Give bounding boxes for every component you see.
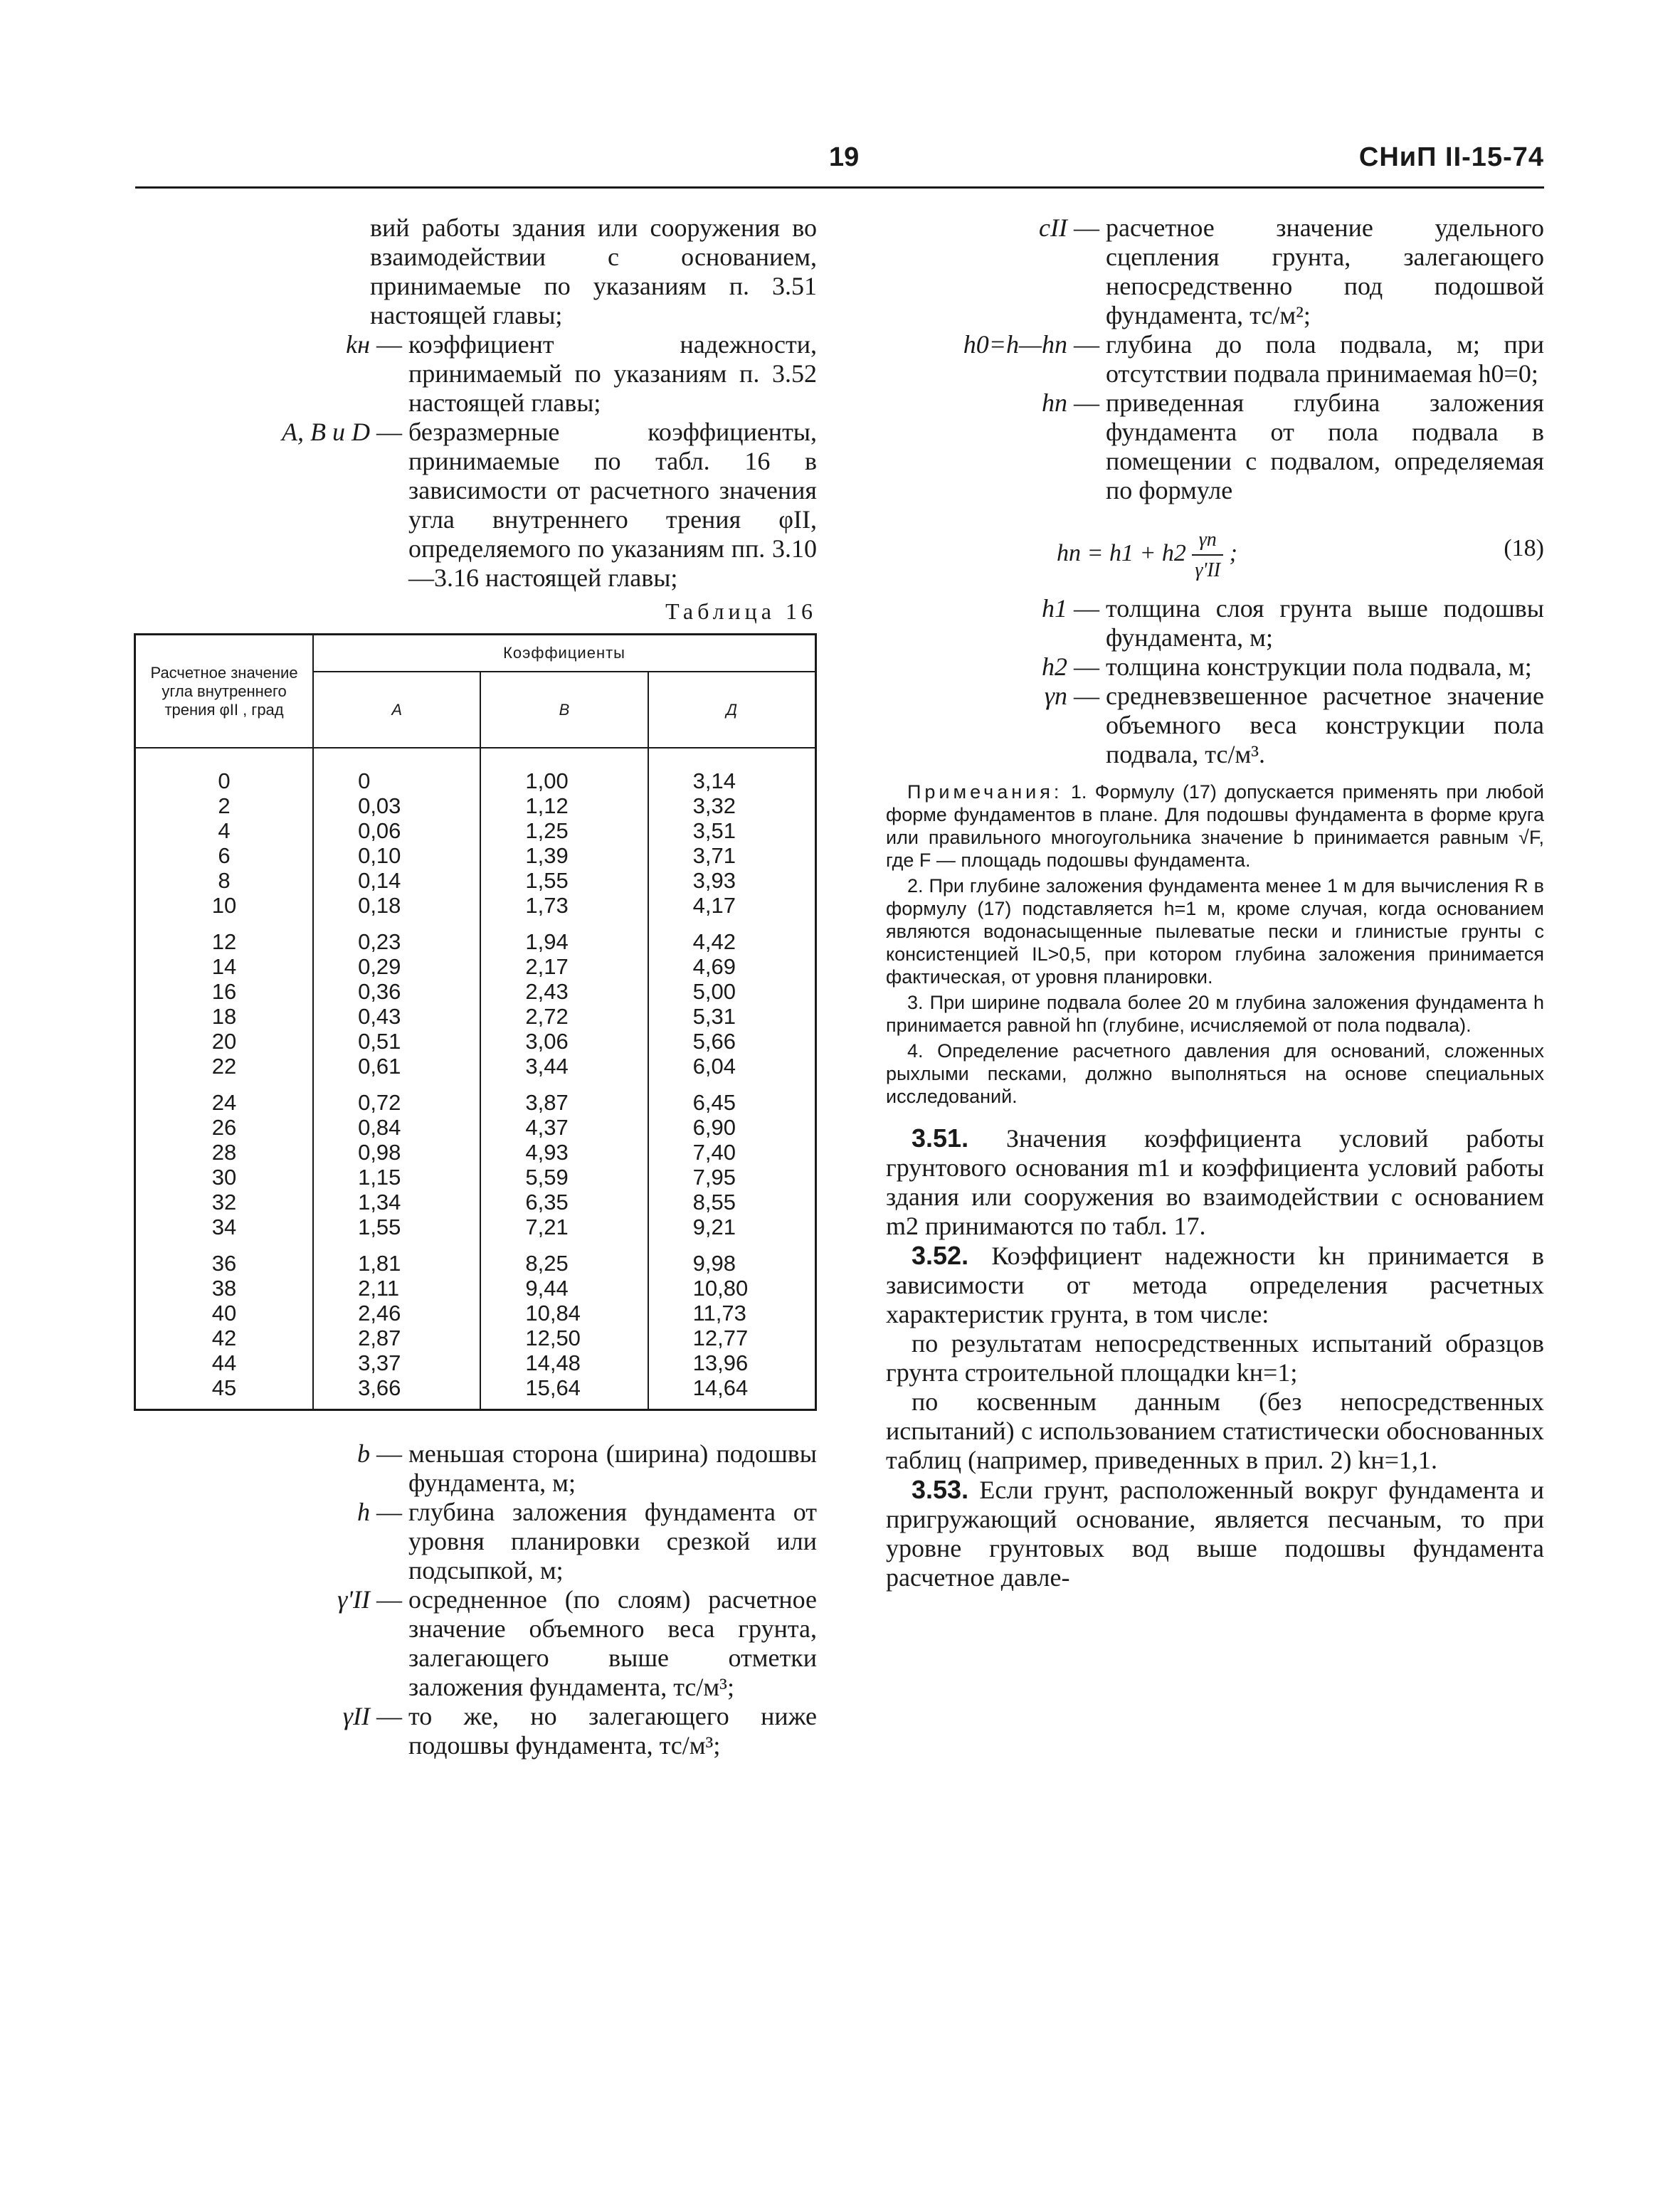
cell-b: 8,25	[480, 1239, 648, 1276]
definition-text: глубина до пола подвала, м; при отсутствии подвала принимаемая h0=0;	[1106, 330, 1544, 388]
cell-phi: 38	[135, 1276, 314, 1301]
cell-phi: 34	[135, 1215, 314, 1239]
column-group-header: Коэффициенты	[313, 635, 815, 672]
definition-dash: —	[1067, 388, 1106, 417]
cell-b: 4,37	[480, 1115, 648, 1140]
cell-d: 11,73	[648, 1301, 816, 1326]
cell-a: 0,72	[313, 1079, 480, 1115]
paragraph-number: 3.51.	[912, 1123, 969, 1153]
cell-a: 0,06	[313, 818, 480, 843]
cell-a: 0,29	[313, 954, 480, 979]
cell-b: 15,64	[480, 1375, 648, 1410]
definition-symbol: b	[357, 1439, 370, 1468]
note-1	[886, 781, 1544, 872]
cell-b: 3,06	[480, 1029, 648, 1054]
cell-phi: 8	[135, 868, 314, 893]
definition-gamma-p	[886, 682, 1544, 769]
formula-numerator: γп	[1192, 525, 1223, 556]
table-row	[135, 1190, 816, 1215]
paragraph-3-52-a: по результатам непосредственных испытаний образцов грунта строительной площадки kн=1;	[886, 1329, 1544, 1387]
cell-a: 2,11	[313, 1276, 480, 1301]
cell-a: 3,37	[313, 1350, 480, 1375]
paragraph-3-53	[886, 1475, 1544, 1592]
paragraph-3-52-b: по косвенным данным (без непосредственных испытаний) с использованием статистически обоснованных таблиц (например, приведенных в прил. 2) kн=1,1.	[886, 1387, 1544, 1474]
definition-abd	[135, 418, 817, 593]
note-3: 3. При ширине подвала более 20 м глубина заложения фундамента h принимается равной hп (глубине, исчисляемой от пола подвала).	[886, 992, 1544, 1036]
cell-d: 3,71	[648, 843, 816, 868]
cell-phi: 30	[135, 1165, 314, 1190]
column-header-d: Д	[648, 672, 816, 748]
definition-gamma-prime	[135, 1585, 817, 1702]
table-row	[135, 1301, 816, 1326]
cell-d: 12,77	[648, 1326, 816, 1350]
cell-b: 7,21	[480, 1215, 648, 1239]
cell-b: 1,25	[480, 818, 648, 843]
formula-lhs: hп = h1 + h2	[1057, 539, 1186, 566]
definition-c	[886, 213, 1544, 330]
definition-symbol: γп	[1044, 682, 1067, 710]
cell-a: 1,81	[313, 1239, 480, 1276]
cell-d: 10,80	[648, 1276, 816, 1301]
table-row	[135, 979, 816, 1004]
definition-h2	[886, 652, 1544, 682]
formula-tail: ;	[1229, 539, 1237, 566]
cell-b: 9,44	[480, 1276, 648, 1301]
definition-symbol: γII	[342, 1702, 370, 1730]
table-row	[135, 793, 816, 818]
definition-text: средневзвешенное расчетное значение объемного веса конструкции пола подвала, тс/м³.	[1106, 682, 1544, 768]
table-title: Таблица 16	[665, 598, 817, 624]
cell-phi: 28	[135, 1140, 314, 1165]
intro-text: вий работы здания или сооружения во взаимодействии с основанием, принимаемые по указаниям п. 3.51 настоящей главы;	[370, 213, 817, 329]
table-row	[135, 1326, 816, 1350]
cell-a: 0,43	[313, 1004, 480, 1029]
definition-text: то же, но залегающего ниже подошвы фундамента, тс/м³;	[408, 1702, 817, 1760]
table-row	[135, 1350, 816, 1375]
document-code: СНиП II-15-74	[1358, 142, 1544, 172]
cell-phi: 18	[135, 1004, 314, 1029]
definition-gamma	[135, 1702, 817, 1760]
paragraph-3-52	[886, 1241, 1544, 1329]
definition-dash: —	[370, 418, 408, 446]
cell-b: 2,43	[480, 979, 648, 1004]
right-column	[886, 213, 1544, 1592]
cell-b: 1,39	[480, 843, 648, 868]
page-number: 19	[829, 142, 860, 172]
definition-dash: —	[370, 1702, 408, 1730]
cell-b: 3,44	[480, 1054, 648, 1079]
definition-symbol: A, B и D	[282, 418, 370, 446]
definition-text: осредненное (по слоям) расчетное значение объемного веса грунта, залегающего выше отметки заложения фундамента, тс/м³;	[408, 1585, 817, 1701]
cell-phi: 32	[135, 1190, 314, 1215]
cell-b: 5,59	[480, 1165, 648, 1190]
cell-a: 0,98	[313, 1140, 480, 1165]
cell-a: 0,84	[313, 1115, 480, 1140]
cell-a: 1,15	[313, 1165, 480, 1190]
table-row	[135, 1276, 816, 1301]
cell-phi: 26	[135, 1115, 314, 1140]
definition-text: безразмерные коэффициенты, принимаемые по табл. 16 в зависимости от расчетного значения угла внутреннего трения φII, определяемого по указаниям пп. 3.10—3.16 настоящей главы;	[408, 418, 817, 592]
column-header-b: B	[480, 672, 648, 748]
table-row	[135, 1029, 816, 1054]
table-body	[135, 748, 816, 1410]
cell-d: 7,95	[648, 1165, 816, 1190]
cell-d: 8,55	[648, 1190, 816, 1215]
cell-phi: 4	[135, 818, 314, 843]
table-row	[135, 954, 816, 979]
cell-d: 7,40	[648, 1140, 816, 1165]
note-text: 1. Формулу (17) допускается применять при любой форме фундаментов в плане. Для подошвы фундамента в форме круга или правильного многоугольника значение b принимается равным √F, где F — площадь подошвы фундамента.	[886, 781, 1544, 871]
definition-dash: —	[370, 330, 408, 359]
definition-text: толщина слоя грунта выше подошвы фундамента, м;	[1106, 594, 1544, 652]
cell-d: 3,51	[648, 818, 816, 843]
cell-b: 4,93	[480, 1140, 648, 1165]
cell-phi: 6	[135, 843, 314, 868]
cell-a: 0,23	[313, 918, 480, 954]
left-column	[135, 213, 817, 1760]
definition-symbol: h1	[1042, 594, 1067, 623]
table-row	[135, 1239, 816, 1276]
cell-d: 3,32	[648, 793, 816, 818]
cell-d: 13,96	[648, 1350, 816, 1375]
definition-hp	[886, 388, 1544, 505]
cell-phi: 45	[135, 1375, 314, 1410]
definition-symbol: h	[357, 1498, 370, 1526]
definition-dash: —	[1067, 594, 1106, 623]
cell-d: 6,90	[648, 1115, 816, 1140]
cell-d: 5,66	[648, 1029, 816, 1054]
definition-dash: —	[1067, 652, 1106, 681]
cell-phi: 10	[135, 893, 314, 918]
definition-dash: —	[1067, 213, 1106, 242]
cell-phi: 12	[135, 918, 314, 954]
definition-h0	[886, 330, 1544, 388]
cell-d: 14,64	[648, 1375, 816, 1410]
table-row	[135, 1215, 816, 1239]
paragraph-number: 3.53.	[912, 1475, 969, 1504]
cell-b: 12,50	[480, 1326, 648, 1350]
cell-b: 2,17	[480, 954, 648, 979]
header-rule	[135, 186, 1544, 189]
cell-d: 4,69	[648, 954, 816, 979]
formula-fraction	[1192, 525, 1223, 585]
cell-d: 9,98	[648, 1239, 816, 1276]
cell-a: 0	[313, 748, 480, 793]
cell-a: 0,51	[313, 1029, 480, 1054]
definition-kn	[135, 330, 817, 418]
column-header-phi: Расчетное значение угла внутреннего трения φII , град	[135, 635, 314, 748]
cell-phi: 44	[135, 1350, 314, 1375]
cell-a: 3,66	[313, 1375, 480, 1410]
formula-denominator: γ'II	[1195, 559, 1221, 581]
table-row	[135, 1115, 816, 1140]
definition-h	[135, 1498, 817, 1585]
cell-a: 0,18	[313, 893, 480, 918]
definition-dash: —	[1067, 330, 1106, 359]
cell-a: 1,34	[313, 1190, 480, 1215]
cell-b: 10,84	[480, 1301, 648, 1326]
page-header	[135, 142, 1544, 192]
note-4: 4. Определение расчетного давления для оснований, сложенных рыхлыми песками, должно выполняться на основе специальных исследований.	[886, 1040, 1544, 1107]
paragraph-text: Коэффициент надежности kн принимается в зависимости от метода определения расчетных характеристик грунта, в том числе:	[886, 1242, 1544, 1328]
formula-expression	[1057, 525, 1237, 585]
cell-d: 3,93	[648, 868, 816, 893]
cell-d: 5,00	[648, 979, 816, 1004]
definition-text: коэффициент надежности, принимаемый по указаниям п. 3.52 настоящей главы;	[408, 330, 817, 417]
cell-phi: 14	[135, 954, 314, 979]
cell-b: 6,35	[480, 1190, 648, 1215]
definition-text: толщина конструкции пола подвала, м;	[1106, 652, 1532, 681]
cell-a: 0,10	[313, 843, 480, 868]
definition-h1	[886, 594, 1544, 652]
paragraph-text: Значения коэффициента условий работы грунтового основания m1 и коэффициента условий работы здания или сооружения во взаимодействии с основанием m2 принимаются по табл. 17.	[886, 1124, 1545, 1240]
table-row	[135, 1375, 816, 1410]
cell-phi: 24	[135, 1079, 314, 1115]
cell-phi: 20	[135, 1029, 314, 1054]
cell-phi: 40	[135, 1301, 314, 1326]
cell-b: 1,00	[480, 748, 648, 793]
table-row	[135, 1079, 816, 1115]
cell-d: 3,14	[648, 748, 816, 793]
cell-d: 6,45	[648, 1079, 816, 1115]
table-row	[135, 818, 816, 843]
table-row	[135, 748, 816, 793]
coefficients-table	[134, 633, 817, 1411]
definition-text: глубина заложения фундамента от уровня планировки срезкой или подсыпкой, м;	[408, 1498, 817, 1584]
table-row	[135, 1140, 816, 1165]
definition-symbol: cII	[1039, 213, 1067, 242]
definition-text: приведенная глубина заложения фундамента от пола подвала в помещении с подвалом, определяемая по формуле	[1106, 388, 1544, 504]
paragraph-3-51	[886, 1123, 1544, 1241]
cell-a: 2,46	[313, 1301, 480, 1326]
cell-a: 0,61	[313, 1054, 480, 1079]
definition-symbol: h0=h—hп	[963, 330, 1067, 359]
cell-d: 5,31	[648, 1004, 816, 1029]
definition-symbol: hп	[1042, 388, 1067, 417]
paragraph-number: 3.52.	[912, 1241, 969, 1270]
cell-phi: 22	[135, 1054, 314, 1079]
cell-d: 9,21	[648, 1215, 816, 1239]
cell-d: 6,04	[648, 1054, 816, 1079]
definition-symbol: kн	[346, 330, 370, 359]
cell-b: 3,87	[480, 1079, 648, 1115]
cell-a: 0,14	[313, 868, 480, 893]
paragraph-text: Если грунт, расположенный вокруг фундамента и пригружающий основание, является песчаным, то при уровне грунтовых вод выше подошвы фундамента расчетное давле-	[886, 1476, 1544, 1592]
cell-phi: 42	[135, 1326, 314, 1350]
column-header-a: A	[313, 672, 480, 748]
note-2: 2. При глубине заложения фундамента менее 1 м для вычисления R в формулу (17) подставляется h=1 м, кроме случая, когда основанием являются водонасыщенные пылеватые пески и глинистые грунты с консистенцией IL>0,5, при котором глубина заложения принимается фактическая, от уровня планировки.	[886, 875, 1544, 988]
cell-phi: 36	[135, 1239, 314, 1276]
notes-block	[886, 781, 1544, 1108]
cell-b: 2,72	[480, 1004, 648, 1029]
definition-dash: —	[370, 1585, 408, 1614]
cell-b: 1,94	[480, 918, 648, 954]
definition-dash: —	[370, 1498, 408, 1526]
notes-label: Примечания:	[907, 781, 1063, 803]
table-row	[135, 1004, 816, 1029]
definition-symbol: h2	[1042, 652, 1067, 681]
definition-text: расчетное значение удельного сцепления грунта, залегающего непосредственно под подошвой фундамента, тс/м²;	[1106, 213, 1544, 329]
table-row	[135, 1054, 816, 1079]
cell-phi: 0	[135, 748, 314, 793]
cell-b: 1,55	[480, 868, 648, 893]
cell-d: 4,42	[648, 918, 816, 954]
table-row	[135, 893, 816, 918]
formula-number: (18)	[1504, 535, 1544, 561]
definition-dash: —	[1067, 682, 1106, 710]
cell-a: 2,87	[313, 1326, 480, 1350]
table-row	[135, 1165, 816, 1190]
cell-a: 0,36	[313, 979, 480, 1004]
cell-phi: 2	[135, 793, 314, 818]
cell-phi: 16	[135, 979, 314, 1004]
formula-18	[886, 518, 1544, 586]
cell-b: 1,12	[480, 793, 648, 818]
definition-dash: —	[370, 1439, 408, 1468]
table-row	[135, 918, 816, 954]
cell-b: 1,73	[480, 893, 648, 918]
definition-text: меньшая сторона (ширина) подошвы фундамента, м;	[408, 1439, 817, 1497]
table-row	[135, 868, 816, 893]
definition-symbol: γ'II	[337, 1585, 370, 1614]
table-row	[135, 843, 816, 868]
cell-a: 1,55	[313, 1215, 480, 1239]
definition-b	[135, 1439, 817, 1498]
cell-d: 4,17	[648, 893, 816, 918]
cell-b: 14,48	[480, 1350, 648, 1375]
cell-a: 0,03	[313, 793, 480, 818]
